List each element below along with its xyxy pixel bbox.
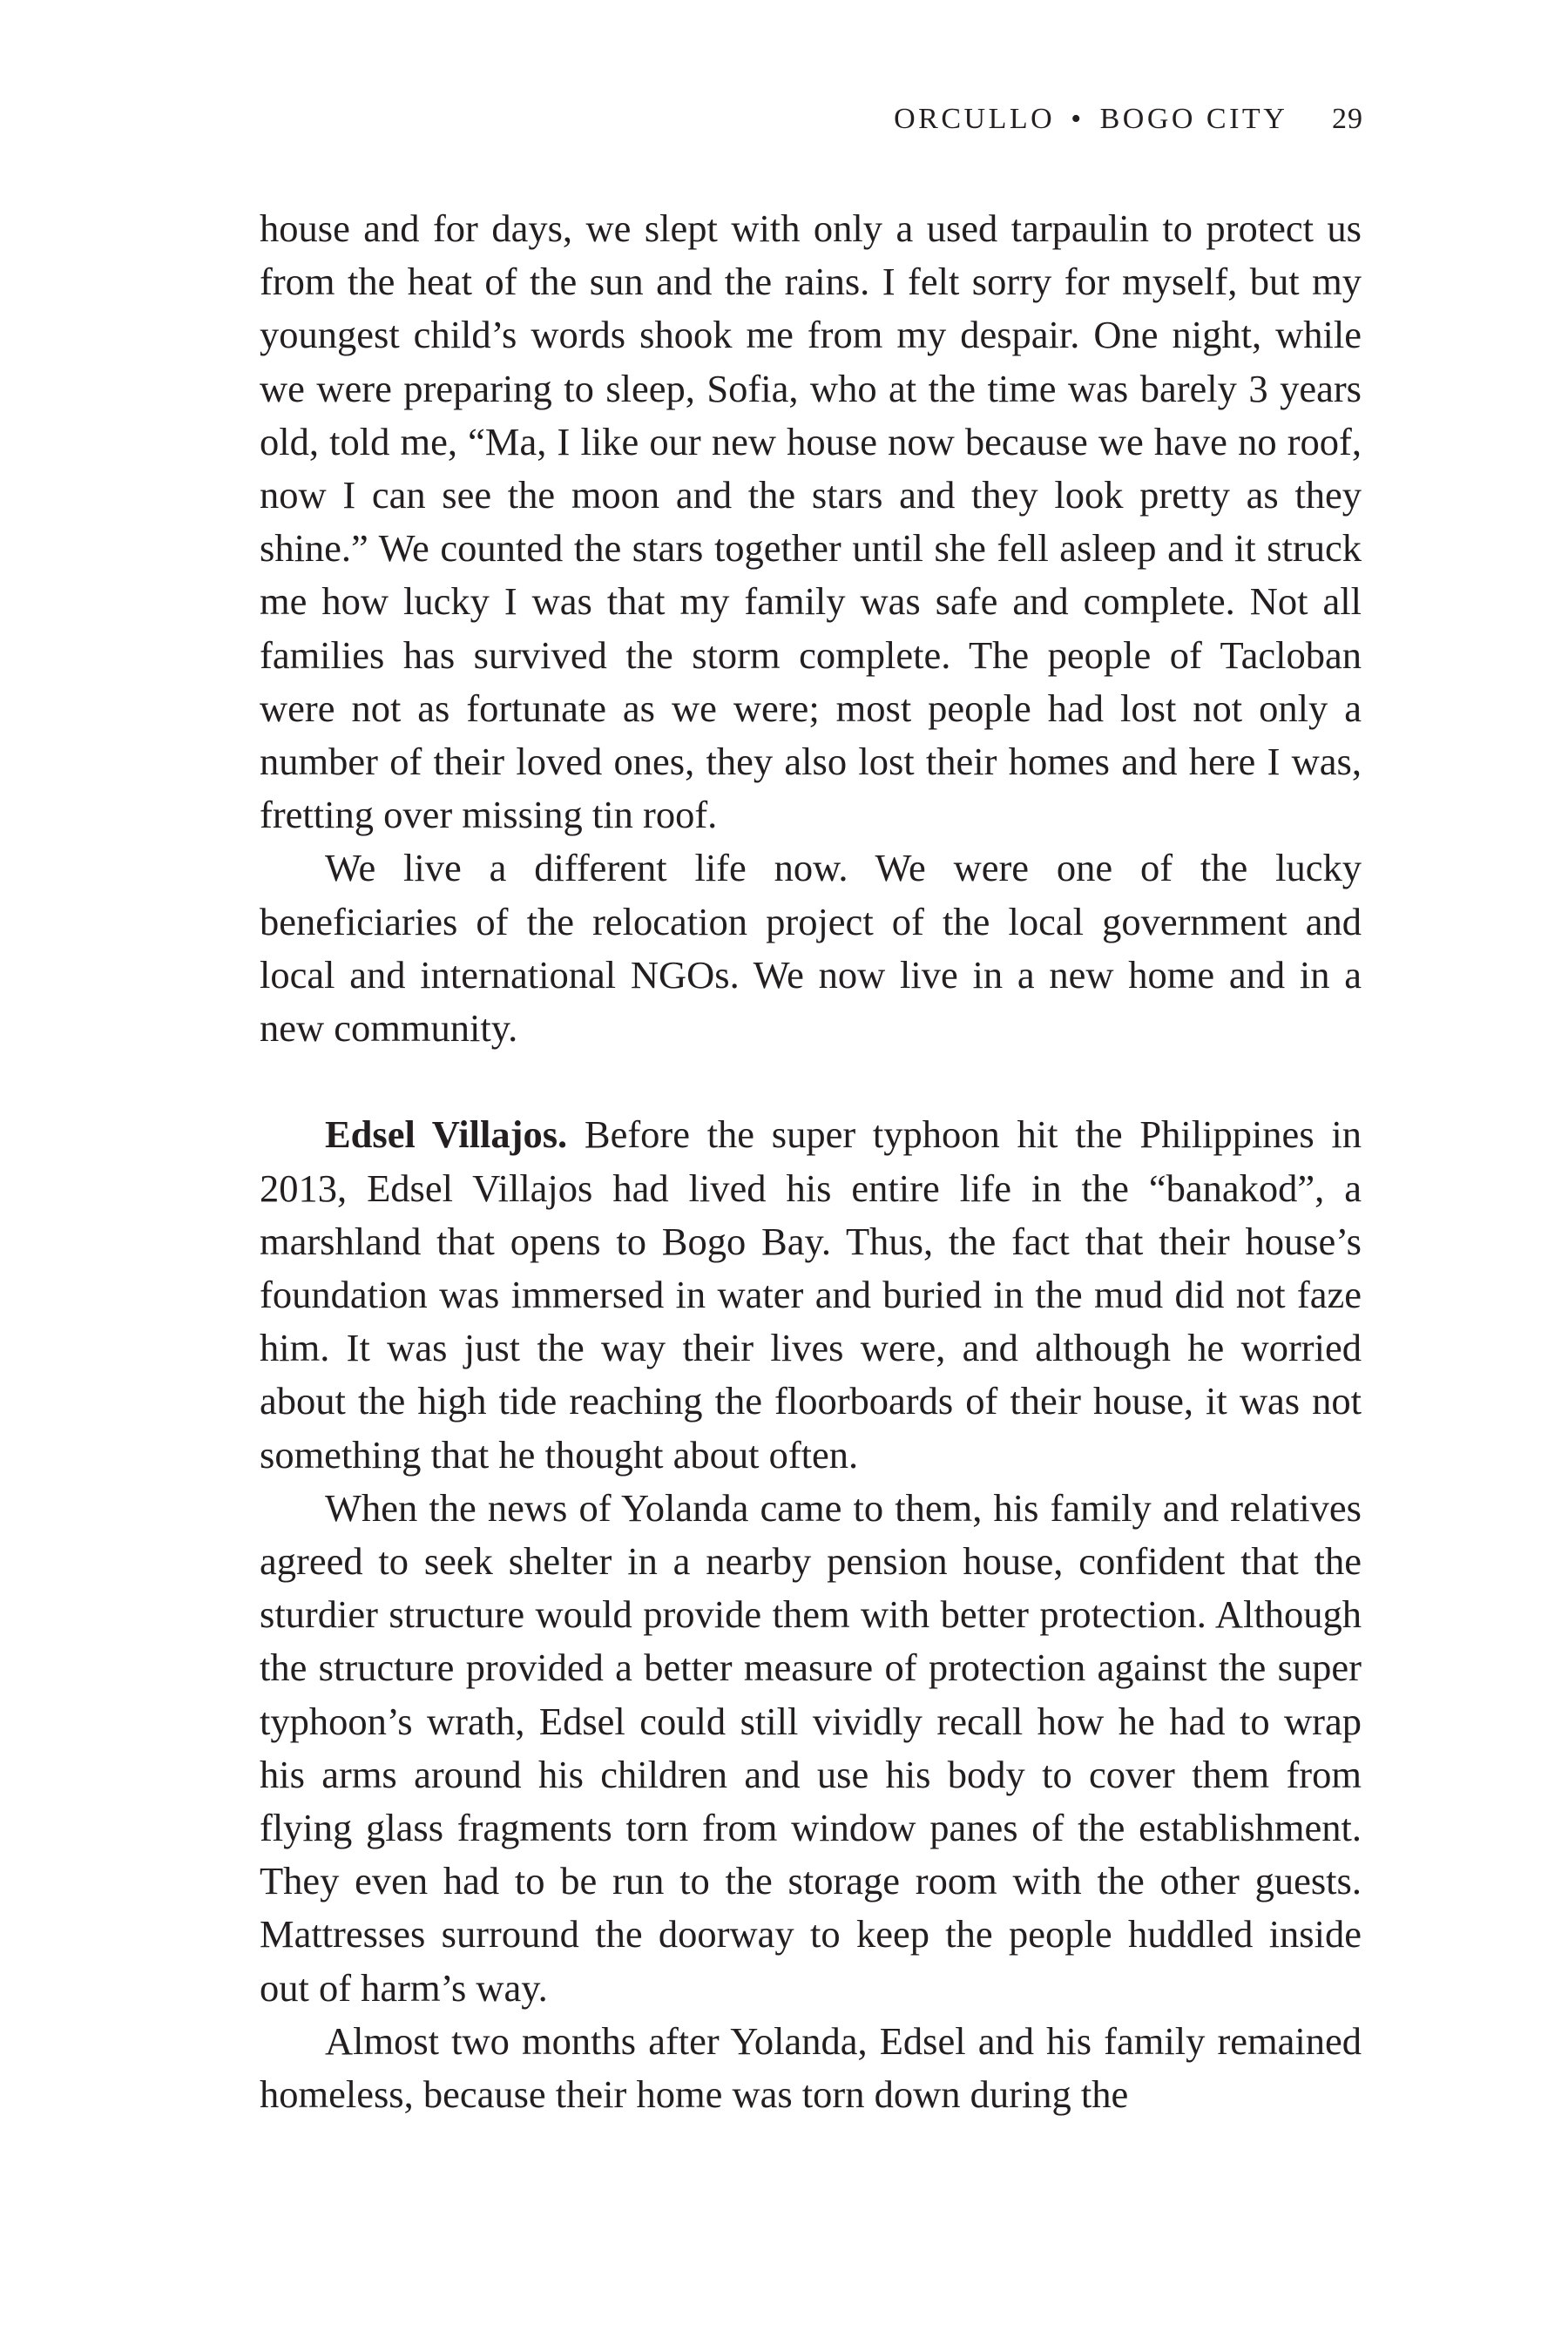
paragraph-text: Almost two months after Yolanda, Edsel and his family remained homeless, because their home was torn down during the	[260, 2018, 1362, 2117]
paragraph-text: When the news of Yolanda came to them, his family and relatives agreed to seek shelter in a nearby pension house, confident that the sturdier structure would provide them with better protection. Although the structure provided a better measure of protection against the super typhoon’s wrath, Edsel could still vividly recall how he had to wrap his arms around his children and use his body to cover them from flying glass fragments torn from window panes of the establishment. They even had to be run to the storage room with the other guests. Mattresses surround the doorway to keep the people huddled inside out of harm’s way.	[260, 1485, 1362, 2010]
paragraph	[260, 841, 1362, 1055]
page-number: 29	[1332, 103, 1363, 135]
paragraph-text: house and for days, we slept with only a used tarpaulin to protect us from the heat of the sun and the rains. I felt sorry for myself, but my youngest child’s words shook me from my despair. One night, while we were preparing to sleep, Sofia, who at the time was barely 3 years old, told me, “Ma, I like our new house now because we have no roof, now I can see the moon and the stars and they look pretty as they shine.” We counted the stars together until she fell asleep and it struck me how lucky I was that my family was safe and complete. Not all families has survived the storm complete. The people of Tacloban were not as fortunate as we were; most people had lost not only a number of their loved ones, they also lost their homes and here I was, fretting over missing tin roof.	[260, 206, 1362, 837]
header-separator: •	[1071, 103, 1085, 135]
paragraph	[260, 2015, 1362, 2121]
paragraph-lead-name: Edsel Villajos.	[325, 1112, 568, 1157]
paragraph-continuation	[260, 202, 1362, 841]
paragraph-edsel-villajos	[260, 1108, 1362, 1481]
body-text	[260, 202, 1362, 2121]
paragraph-text: Before the super typhoon hit the Philippines in 2013, Edsel Villajos had lived his entire life in the “banakod”, a marshland that opens to Bogo Bay. Thus, the fact that their house’s foundation was immersed in water and buried in the mud did not faze him. It was just the way their lives were, and although he worried about the high tide reaching the floorboards of their house, it was not something that he thought about often.	[260, 1112, 1362, 1477]
running-header	[894, 103, 1363, 136]
paragraph-text: We live a different life now. We were one of the lucky beneficiaries of the relocation project of the local government and local and international NGOs. We now live in a new home and in a new community.	[260, 846, 1362, 1051]
header-author: ORCULLO	[894, 103, 1056, 135]
paragraph	[260, 1482, 1362, 2015]
header-location: BOGO CITY	[1099, 103, 1287, 135]
